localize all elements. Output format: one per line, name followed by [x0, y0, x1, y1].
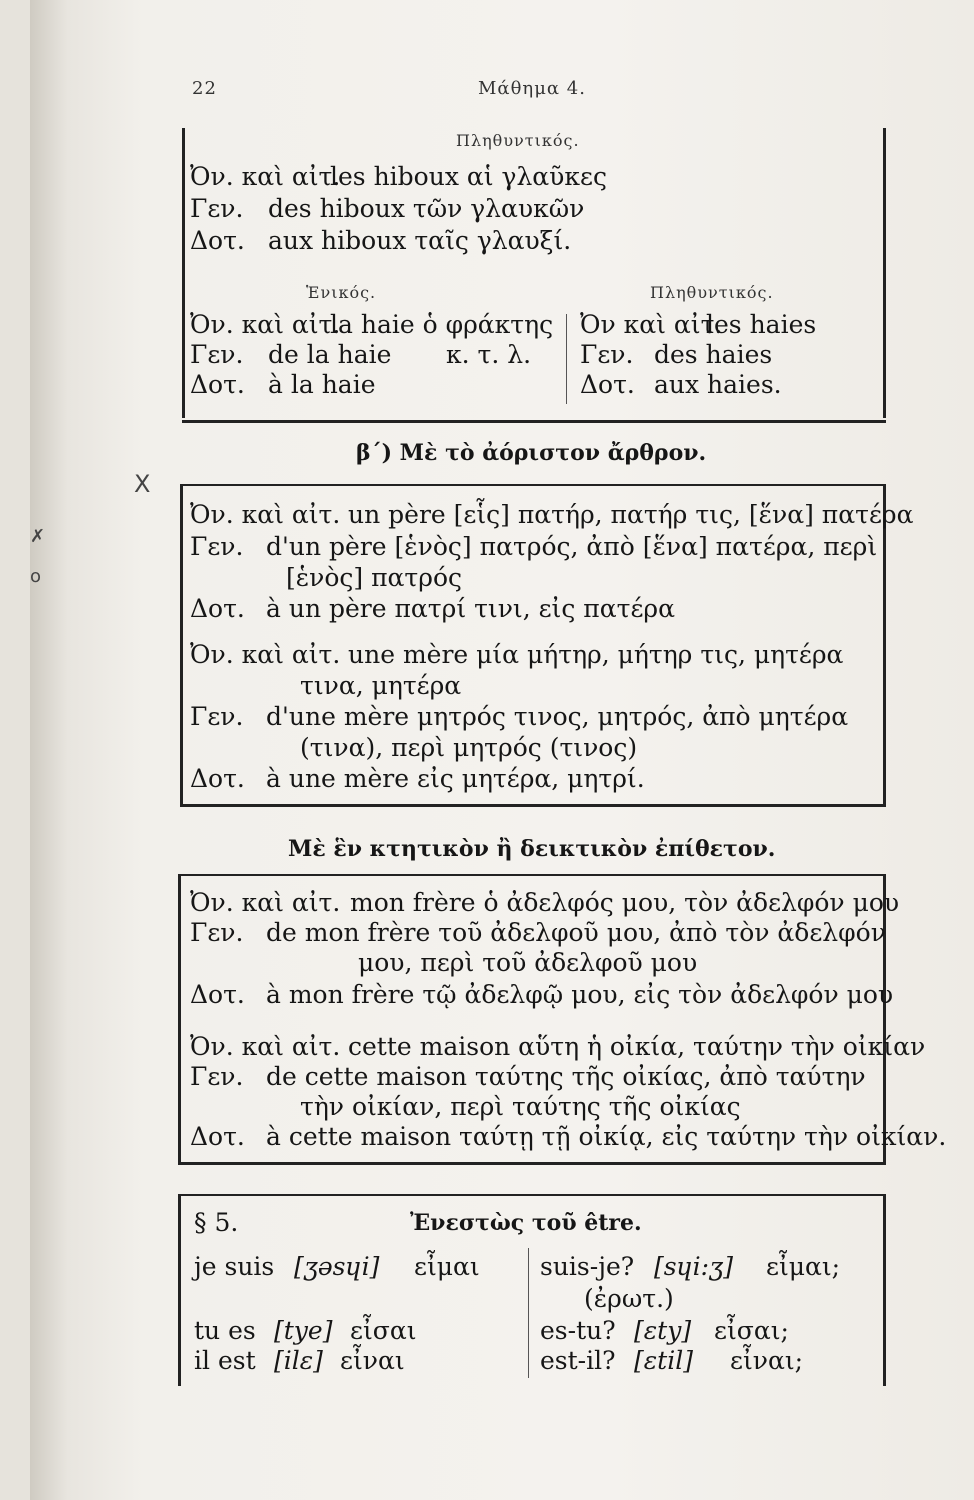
poss-line-2-case: Γεν.: [190, 918, 244, 947]
haie-sg-dat-case: Δοτ.: [190, 370, 245, 399]
indef-line-9-text: à une mère εἰς μητέρα, μητρί.: [266, 764, 645, 793]
etre-left-1-phon: [ʒəsɥi]: [294, 1252, 380, 1281]
indef-line-2-case: Γεν.: [190, 532, 244, 561]
poss-line-6-text: de cette maison ταύτης τῆς οἰκίας, ἀπὸ ταύτην: [266, 1062, 866, 1091]
etre-right-3-gr: εἶσαι;: [714, 1316, 789, 1345]
possessive-heading: Μὲ ἓν κτητικὸν ἢ δεικτικὸν ἐπίθετον.: [288, 836, 776, 862]
indef-line-9-case: Δοτ.: [190, 764, 245, 793]
etre-left-2-gr: εἶσαι: [350, 1316, 417, 1345]
indef-line-1-text: un père [εἷς] πατήρ, πατήρ τις, [ἕνα] πατέρα: [348, 500, 914, 529]
haie-divider: [566, 314, 567, 404]
page-number: 22: [192, 78, 217, 99]
box-bottom-rule: [182, 420, 886, 423]
indef-line-5-case: Ὀν. καὶ αἰτ.: [190, 640, 341, 669]
poss-line-4-text: à mon frère τῷ ἀδελφῷ μου, εἰς τὸν ἀδελφόν μου: [266, 980, 894, 1009]
indef-line-3-text: [ἑνὸς] πατρός: [286, 563, 463, 592]
indef-line-2-text: d'un père [ἑνὸς] πατρός, ἀπὸ [ἕνα] πατέρα, περὶ: [266, 532, 878, 561]
etre-left-3-phon: [ilɛ]: [274, 1346, 323, 1375]
poss-line-2-text: de mon frère τοῦ ἀδελφοῦ μου, ἀπὸ τὸν ἀδελφόν: [266, 918, 886, 947]
haie-pl-nom-text: les haies: [706, 310, 817, 339]
plural-row-gen-case: Γεν.: [190, 194, 244, 223]
etre-right-3-fr: es-tu?: [540, 1316, 616, 1345]
haie-plural-heading: Πληθυντικός.: [650, 283, 774, 302]
margin-o-mark: o: [30, 566, 42, 587]
haie-pl-nom-case: Ὀν καὶ αἰτ.: [580, 310, 723, 339]
etre-left-2-phon: [tye]: [274, 1316, 333, 1345]
etre-left-3-fr: il est: [194, 1346, 256, 1375]
poss-line-3-text: μου, περὶ τοῦ ἀδελφοῦ μου: [358, 948, 698, 977]
etre-right-1-gr: εἶμαι;: [766, 1252, 841, 1281]
indef-line-7-text: d'une mère μητρός τινος, μητρός, ἀπὸ μητέρα: [266, 702, 849, 731]
indef-line-5-text: une mère μία μήτηρ, μήτηρ τις, μητέρα: [348, 640, 844, 669]
etre-left-1-gr: εἶμαι: [414, 1252, 480, 1281]
margin-x-mark: X: [134, 470, 151, 498]
etre-right-1-fr: suis-je?: [540, 1252, 635, 1281]
etre-right-3-phon: [ɛty]: [634, 1316, 692, 1345]
haie-sg-gen-text: de la haie: [268, 340, 392, 369]
poss-line-1-case: Ὀν. καὶ αἰτ.: [190, 888, 341, 917]
plural-row-nom-text: les hiboux αἱ γλαῦκες: [330, 162, 607, 191]
poss-line-5-case: Ὀν. καὶ αἰτ.: [190, 1032, 341, 1061]
haie-pl-dat-text: aux haies.: [654, 370, 782, 399]
haie-pl-dat-case: Δοτ.: [580, 370, 635, 399]
haie-pl-gen-case: Γεν.: [580, 340, 634, 369]
etre-right-1-phon: [sɥi:ʒ]: [654, 1252, 733, 1281]
poss-line-7-text: τὴν οἰκίαν, περὶ ταύτης τῆς οἰκίας: [300, 1092, 741, 1121]
indef-line-7-case: Γεν.: [190, 702, 244, 731]
poss-line-8-text: à cette maison ταύτῃ τῇ οἰκίᾳ, εἰς ταύτην τὴν οἰκίαν.: [266, 1122, 947, 1151]
margin-check-mark: ✗: [30, 526, 46, 547]
haie-sg-nom-case: Ὀν. καὶ αἰτ.: [190, 310, 341, 339]
haie-singular-heading: Ἑνικός.: [306, 283, 377, 302]
haie-pl-gen-text: des haies: [654, 340, 773, 369]
etre-left-1-fr: je suis: [194, 1252, 275, 1281]
etre-section-number: § 5.: [194, 1208, 239, 1237]
poss-line-5-text: cette maison αὕτη ἡ οἰκία, ταύτην τὴν οἰκίαν: [348, 1032, 926, 1061]
poss-line-1-text: mon frère ὁ ἀδελφός μου, τὸν ἀδελφόν μου: [350, 888, 900, 917]
etre-title: Ἐνεστὼς τοῦ être.: [410, 1210, 642, 1236]
etre-right-4-gr: εἶναι;: [730, 1346, 804, 1375]
indef-line-4-text: à un père πατρί τινι, εἰς πατέρα: [266, 594, 675, 623]
haie-sg-gen-case: Γεν.: [190, 340, 244, 369]
poss-line-8-case: Δοτ.: [190, 1122, 245, 1151]
indef-line-1-case: Ὀν. καὶ αἰτ.: [190, 500, 341, 529]
page-title: Μάθημα 4.: [478, 78, 586, 99]
haie-sg-gen-extra: κ. τ. λ.: [446, 340, 532, 369]
indef-line-8-text: (τινα), περὶ μητρός (τινος): [300, 733, 638, 762]
indefinite-heading: β΄) Μὲ τὸ ἀόριστον ἄρθρον.: [356, 440, 707, 466]
etre-right-4-fr: est-il?: [540, 1346, 616, 1375]
indef-line-6-text: τινα, μητέρα: [300, 671, 462, 700]
poss-line-6-case: Γεν.: [190, 1062, 244, 1091]
poss-line-4-case: Δοτ.: [190, 980, 245, 1009]
plural-row-nom-case: Ὀν. καὶ αἰτ.: [190, 162, 341, 191]
haie-sg-dat-text: à la haie: [268, 370, 376, 399]
etre-right-4-phon: [ɛtil]: [634, 1346, 693, 1375]
etre-left-3-gr: εἶναι: [340, 1346, 405, 1375]
plural-row-gen-text: des hiboux τῶν γλαυκῶν: [268, 194, 585, 223]
etre-divider: [528, 1248, 529, 1378]
indef-line-4-case: Δοτ.: [190, 594, 245, 623]
plural-row-dat-text: aux hiboux ταῖς γλαυξί.: [268, 226, 572, 255]
book-page: [30, 0, 974, 1500]
plural-heading: Πληθυντικός.: [456, 131, 580, 150]
plural-row-dat-case: Δοτ.: [190, 226, 245, 255]
haie-sg-nom-text: la haie ὁ φράκτης: [330, 310, 554, 339]
etre-right-2-gr: (ἐρωτ.): [584, 1284, 674, 1313]
etre-left-2-fr: tu es: [194, 1316, 256, 1345]
